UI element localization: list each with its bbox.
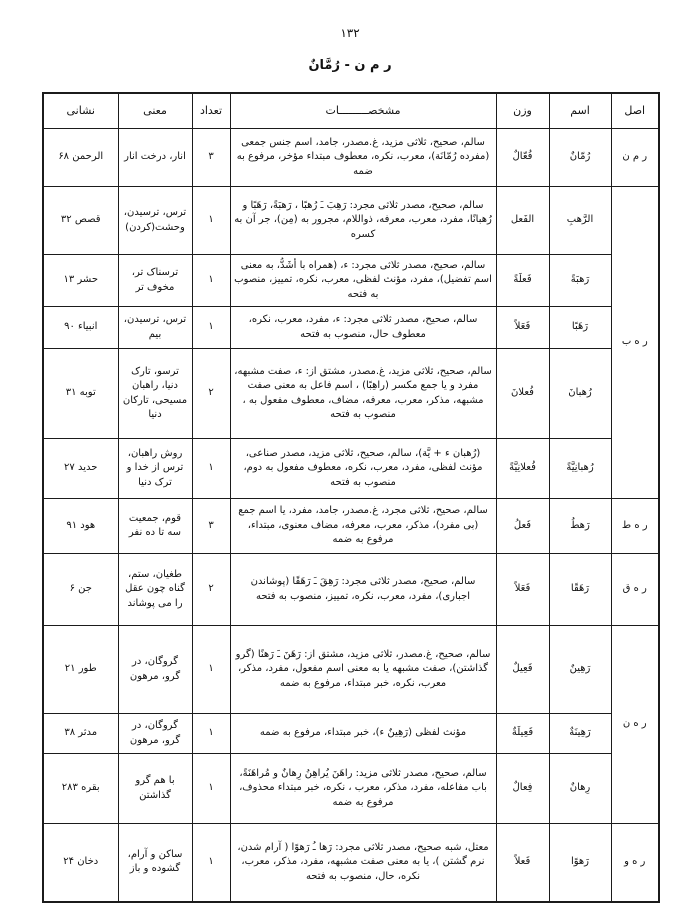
ref-cell: قصص ٣٢ bbox=[43, 187, 118, 255]
count-cell: ٢ bbox=[192, 554, 230, 626]
meaning-cell: انار، درخت انار bbox=[118, 129, 192, 187]
header-noun: اسم bbox=[549, 93, 611, 129]
header-ref: نشانی bbox=[43, 93, 118, 129]
meaning-cell: ترسناک تر، مخوف تر bbox=[118, 255, 192, 307]
morphology-table bbox=[42, 92, 660, 903]
pattern-cell: الفَعل bbox=[496, 187, 549, 255]
props-cell: سالم، صحیح، مصدر ثلاثی مجرد: ء، مفرد، معرب، نکره، معطوف حال، منصوب به فتحه bbox=[230, 307, 496, 349]
meaning-cell: ساکن و آرام، گشوده و باز bbox=[118, 824, 192, 902]
header-row bbox=[43, 93, 659, 129]
table-row bbox=[43, 349, 659, 439]
noun-cell: رِهانٌ bbox=[549, 754, 611, 824]
noun-cell: الرَّهبِ bbox=[549, 187, 611, 255]
noun-cell: رَهَقًا bbox=[549, 554, 611, 626]
pattern-cell: فُعّالٌ bbox=[496, 129, 549, 187]
meaning-cell: ترس، ترسیدن، بیم bbox=[118, 307, 192, 349]
ref-cell: حشر ١٣ bbox=[43, 255, 118, 307]
meaning-cell: قوم، جمعیت سه تا ده نفر bbox=[118, 499, 192, 554]
ref-cell: بقره ٢٨٣ bbox=[43, 754, 118, 824]
ref-cell: انبیاء ٩٠ bbox=[43, 307, 118, 349]
table-row bbox=[43, 626, 659, 714]
ref-cell: طور ٢١ bbox=[43, 626, 118, 714]
count-cell: ٣ bbox=[192, 129, 230, 187]
pattern-cell: فَعِيلٌ bbox=[496, 626, 549, 714]
count-cell: ١ bbox=[192, 824, 230, 902]
pattern-cell: فَعِيلَةٌ bbox=[496, 714, 549, 754]
props-cell: (رُهبان ء + يَّة)، سالم، صحیح، ثلاثی مزید، مصدر صناعی، مؤنث لفظی، مفرد، معرب، نکره، معطوف مفعول به دوم، منصوب به فتحه bbox=[230, 439, 496, 499]
ref-cell: الرحمن ۶۸ bbox=[43, 129, 118, 187]
header-root: اصل bbox=[611, 93, 659, 129]
noun-cell: رَهطُ bbox=[549, 499, 611, 554]
meaning-cell: طغیان، ستم، گناه چون عقل را می پوشاند bbox=[118, 554, 192, 626]
table-row bbox=[43, 754, 659, 824]
count-cell: ١ bbox=[192, 754, 230, 824]
ref-cell: توبه ٣١ bbox=[43, 349, 118, 439]
count-cell: ١ bbox=[192, 307, 230, 349]
pattern-cell: فَعلَةً bbox=[496, 255, 549, 307]
pattern-cell: فُعلانِيَّةً bbox=[496, 439, 549, 499]
count-cell: ٢ bbox=[192, 349, 230, 439]
table-row bbox=[43, 714, 659, 754]
header-count: تعداد bbox=[192, 93, 230, 129]
count-cell: ١ bbox=[192, 714, 230, 754]
pattern-cell: فَعلُ bbox=[496, 499, 549, 554]
meaning-cell: ترس، ترسیدن، وحشت(کردن) bbox=[118, 187, 192, 255]
root-cell: ر ه ط bbox=[611, 499, 659, 554]
props-cell: سالم، صحیح، ثلاثی مجرد، غ.مصدر، جامد، مفرد، یا اسم جمع (بی مفرد)، مذکر، معرب، معرفه، مضاف معنوی، مبتداء، مرفوع به ضمه bbox=[230, 499, 496, 554]
root-cell: ر ه و bbox=[611, 824, 659, 902]
noun-cell: رَهِينٌ bbox=[549, 626, 611, 714]
page-number: ١٣٢ bbox=[340, 26, 360, 40]
table-row bbox=[43, 439, 659, 499]
props-cell: سالم، صحیح، مصدر ثلاثی مزید: راهَنَ يُراهِنُ رِهانٌ و مُراهَنَةً، باب مفاعله، مفرد، مذکر، معرب ، نکره، خبر مبتداء محذوف، مرفوع به ضمه bbox=[230, 754, 496, 824]
meaning-cell: گروگان، در گرو، مرهون bbox=[118, 714, 192, 754]
meaning-cell: ترسو، تارک دنیا، راهبان مسیحی، تارکان دنیا bbox=[118, 349, 192, 439]
pattern-cell: فِعالٌ bbox=[496, 754, 549, 824]
noun-cell: رَهبَةً bbox=[549, 255, 611, 307]
props-cell: سالم، صحیح، مصدر ثلاثی مجرد: رَهِقَ ـَ رَهَقًا (پوشاندن اجباری)، مفرد، معرب، نکره، تمییز، منصوب به فتحه bbox=[230, 554, 496, 626]
table-row bbox=[43, 307, 659, 349]
header-props: مشخصـــــــــات bbox=[230, 93, 496, 129]
count-cell: ١ bbox=[192, 439, 230, 499]
noun-cell: رَهِينَةٌ bbox=[549, 714, 611, 754]
ref-cell: جن ۶ bbox=[43, 554, 118, 626]
meaning-cell: با هم گرو گذاشتن bbox=[118, 754, 192, 824]
ref-cell: مدثر ٣٨ bbox=[43, 714, 118, 754]
pattern-cell: فَعَلاً bbox=[496, 307, 549, 349]
count-cell: ٣ bbox=[192, 499, 230, 554]
root-cell: ر ه ب bbox=[611, 187, 659, 499]
noun-cell: رَهوًا bbox=[549, 824, 611, 902]
table-row bbox=[43, 187, 659, 255]
count-cell: ١ bbox=[192, 626, 230, 714]
page-title: ر م ن - رُمَّانٌ bbox=[308, 58, 392, 73]
noun-cell: رُمّانٌ bbox=[549, 129, 611, 187]
props-cell: سالم، صحیح، غ.مصدر، ثلاثی مزید، مشتق از: رَهَنَ ـَ رَهنًا (گرو گذاشتن)، صفت مشبهه یا به معنی اسم مفعول، مفرد، مذکر، معرب، نکره، خبر مبتداء، مرفوع به ضمه bbox=[230, 626, 496, 714]
meaning-cell: روش راهبان، ترس از خدا و ترک دنیا bbox=[118, 439, 192, 499]
meaning-cell: گروگان، در گرو، مرهون bbox=[118, 626, 192, 714]
pattern-cell: فُعلانَ bbox=[496, 349, 549, 439]
root-cell: ر ه ق bbox=[611, 554, 659, 626]
pattern-cell: فَعلاً bbox=[496, 824, 549, 902]
table-row bbox=[43, 554, 659, 626]
count-cell: ١ bbox=[192, 187, 230, 255]
table-row bbox=[43, 255, 659, 307]
noun-cell: رُهبانَ bbox=[549, 349, 611, 439]
props-cell: سالم، صحیح، ثلاثی مزید، غ.مصدر، مشتق از: ء، صفت مشبهه، مفرد و یا جمع مکسر (راهِبًا) ، اسم فاعل به معنی صفت مشبهه، مذکر، معرب، معرفه، مضاف، معطوف مفعول به ، منصوب به فتحه bbox=[230, 349, 496, 439]
table-row bbox=[43, 499, 659, 554]
count-cell: ١ bbox=[192, 255, 230, 307]
ref-cell: حدید ٢٧ bbox=[43, 439, 118, 499]
props-cell: معتل، شبه صحیح، مصدر ثلاثی مجرد: رَها ـُ رَهوًا ( آرام شدن، نرم گشتن )، یا به معنی صفت مشبهه، مفرد، مذکر، معرب، نکره، حال، منصوب به فتحه bbox=[230, 824, 496, 902]
root-cell: ر ه ن bbox=[611, 626, 659, 824]
table-row bbox=[43, 129, 659, 187]
ref-cell: هود ٩١ bbox=[43, 499, 118, 554]
props-cell: سالم، صحیح، مصدر ثلاثی مجرد: ء، (همراه با أشَدُّ، به معنی اسم تفضیل)، مفرد، مؤنث لفظی، معرب، نکره، تمییز، منصوب به فتحه bbox=[230, 255, 496, 307]
pattern-cell: فَعَلاً bbox=[496, 554, 549, 626]
props-cell: مؤنث لفظی (رَهِينٌ ء)، خبر مبتداء، مرفوع به ضمه bbox=[230, 714, 496, 754]
root-cell: ر م ن bbox=[611, 129, 659, 187]
props-cell: سالم، صحیح، ثلاثی مزید، غ.مصدر، جامد، اسم جنس جمعی (مفرده رُمّانَة)، معرب، نکره، معطوف مبتداء مؤخر، مرفوع به ضمه bbox=[230, 129, 496, 187]
ref-cell: دخان ٢۴ bbox=[43, 824, 118, 902]
header-meaning: معنی bbox=[118, 93, 192, 129]
header-pattern: وزن bbox=[496, 93, 549, 129]
noun-cell: رُهبانِيَّةً bbox=[549, 439, 611, 499]
noun-cell: رَهَبًا bbox=[549, 307, 611, 349]
props-cell: سالم، صحیح، مصدر ثلاثی مجرد: رَهِبَ ـَ رُهبًا ، رَهبَةً، رَهَبًا و رُهبانًا، مفرد، معرب، معرفه، ذواللام، مجرور به (مِن)، جر آن به کسره bbox=[230, 187, 496, 255]
table-row bbox=[43, 824, 659, 902]
